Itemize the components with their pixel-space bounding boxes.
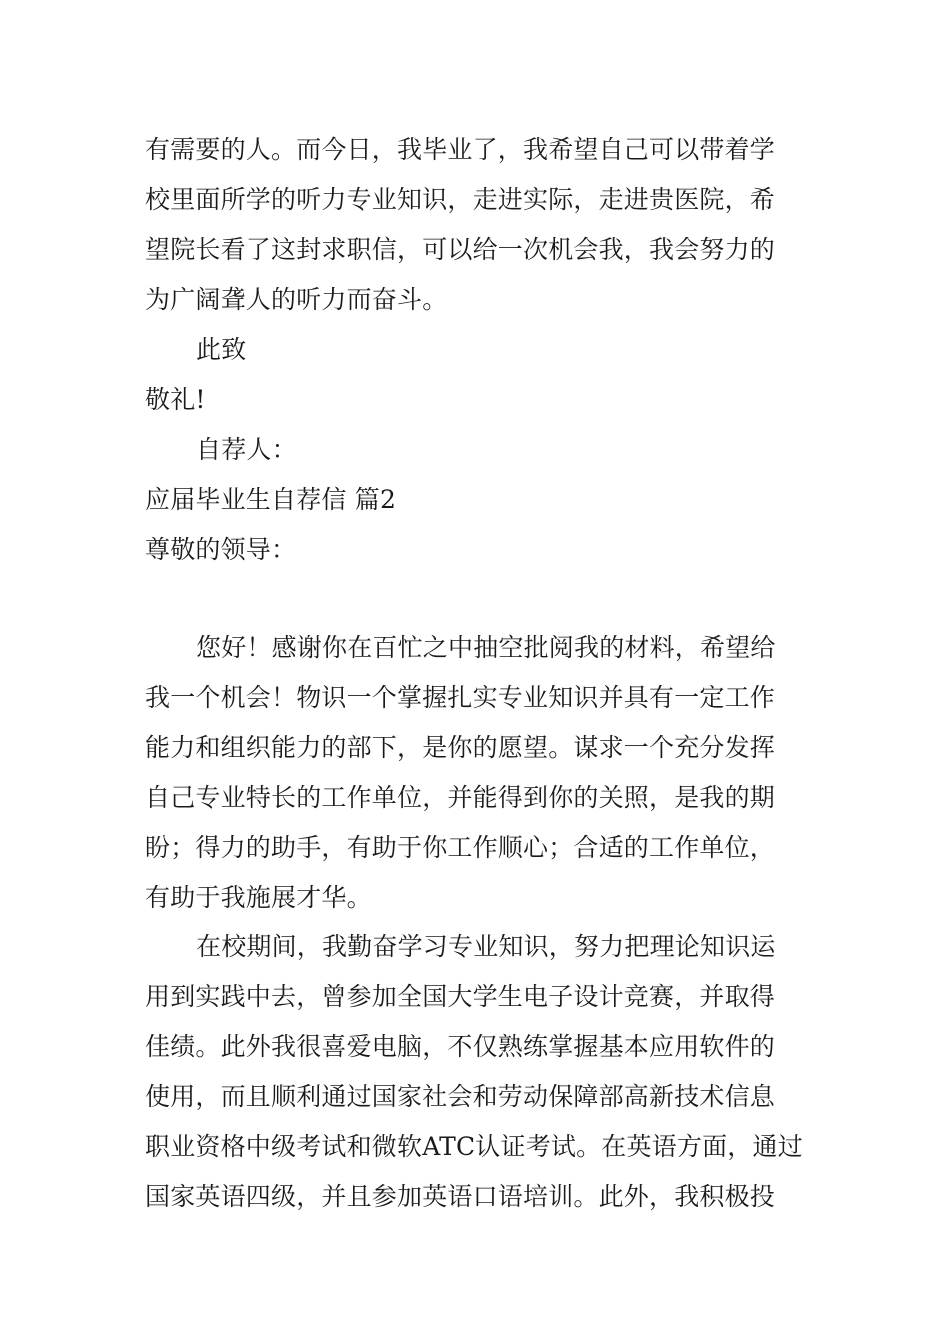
text-line: 有助于我施展才华。 (145, 883, 372, 912)
text-line: 盼；得力的助手，有助于你工作顺心；合适的工作单位， (145, 833, 776, 862)
text-line: 望院长看了这封求职信，可以给一次机会我，我会努力的 (145, 235, 776, 264)
text-line: 用到实践中去，曾参加全国大学生电子设计竞赛，并取得 (145, 982, 776, 1011)
text-line: 自己专业特长的工作单位，并能得到你的关照，是我的期 (145, 783, 776, 812)
text-line: 您好！感谢你在百忙之中抽空批阅我的材料，希望给 (196, 633, 776, 662)
text-line: 在校期间，我勤奋学习专业知识，努力把理论知识运 (196, 932, 776, 961)
signature-label: 自荐人： (196, 435, 297, 464)
text-line: 使用，而且顺利通过国家社会和劳动保障部高新技术信息 (145, 1082, 776, 1111)
greeting: 尊敬的领导： (145, 535, 297, 564)
text-line: 能力和组织能力的部下，是你的愿望。谋求一个充分发挥 (145, 733, 776, 762)
text-line: 校里面所学的听力专业知识，走进实际，走进贵医院，希 (145, 185, 776, 214)
closing-regards: 敬礼! (145, 385, 206, 414)
text-line: 佳绩。此外我很喜爱电脑，不仅熟练掌握基本应用软件的 (145, 1032, 776, 1061)
section-heading: 应届毕业生自荐信 篇2 (145, 485, 397, 514)
text-line: 我一个机会！物识一个掌握扎实专业知识并具有一定工作 (145, 683, 776, 712)
text-line: 职业资格中级考试和微软ATC认证考试。在英语方面，通过 (145, 1132, 803, 1161)
text-line: 国家英语四级，并且参加英语口语培训。此外，我积极投 (145, 1182, 776, 1211)
closing-salutation: 此致 (196, 335, 247, 364)
text-line: 有需要的人。而今日，我毕业了，我希望自己可以带着学 (145, 135, 776, 164)
text-line: 为广阔聋人的听力而奋斗。 (145, 285, 448, 314)
